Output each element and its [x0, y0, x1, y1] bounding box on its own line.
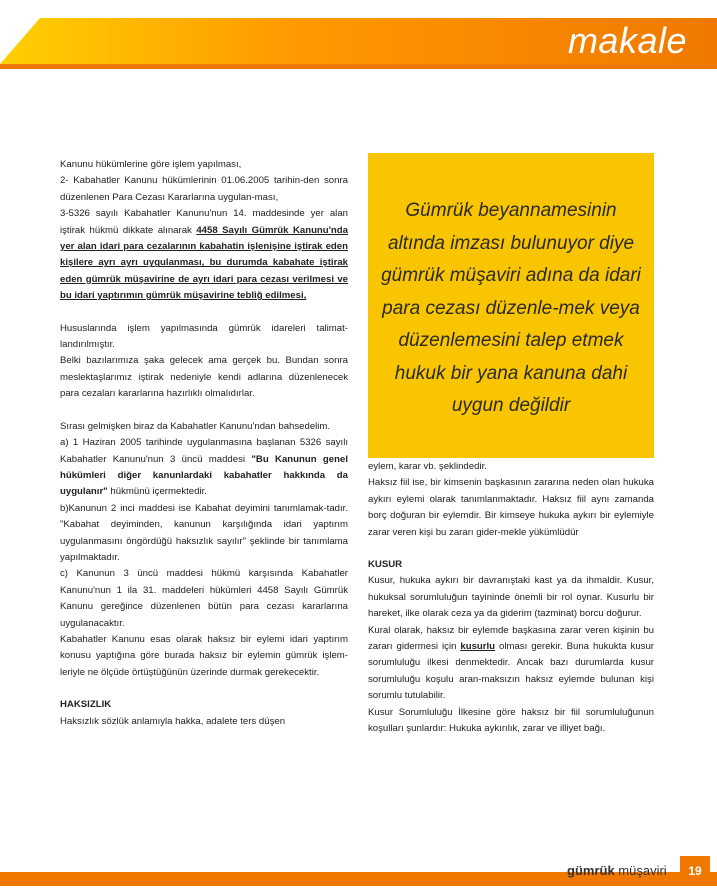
paragraph	[60, 435, 348, 501]
emphasis-text: 4458 Sayılı Gümrük Kanunu'nda yer alan idari para cezalarının kabahatin işlenişine iştirak eden kişilere ayrı ayrı uygulanması, bu durumda kabahate iştirak eden gümrük müşavirine de ayrı idari para cezası verilmesi ve bu idari yaptırımın gümrük müşavirine tebliğ edilmesi,	[60, 224, 348, 302]
emphasis-text: kusurlu	[460, 641, 496, 653]
header-rule	[0, 64, 717, 69]
paragraph: Kusur, hukuka aykırı bir davranıştaki kast ya da ihmaldir. Kusur, hukuksal sorumluluğun tayininde önemli bir rol oynar. Kusurlu bir hareket, ilke olarak ceza ya da giderim (tazminat) borcu doğurur.	[368, 575, 654, 620]
left-column	[60, 157, 348, 730]
section-heading: HAKSIZLIK	[60, 699, 112, 711]
section-heading: KUSUR	[368, 559, 403, 571]
paragraph-text: hükmünü içermektedir.	[107, 486, 207, 498]
paragraph: 2- Kabahatler Kanunu hükümlerinin 01.06.2005 tarihin-den sonra düzenlenen Para Cezası Kararlarına uygulan-ması,	[60, 175, 348, 203]
emphasis-text: "Bu Kanunun genel hükümleri diğer kanunlardaki kabahatler hakkında da uygulanır"	[60, 453, 348, 498]
right-column	[368, 459, 654, 738]
paragraph: Haksızlık sözlük anlamıyla hakka, adalete ters düşen	[60, 715, 286, 727]
paragraph: Kabahatler Kanunu esas olarak haksız bir eylemi idari yaptırım konusu yaptığına göre burada haksız bir eylemin gümrük işlem-leriyle ne ölçüde örtüştüğünün üzerinde durmak gerekecektir.	[60, 633, 348, 678]
paragraph: Hususlarında işlem yapılmasında gümrük idareleri talimat-landırılmıştır.	[60, 322, 348, 351]
footer-brand	[567, 863, 667, 878]
paragraph-text: a) 1 Haziran 2005 tarihinde uygulanmasına başlanan 5326 sayılı Kabahatler Kanunu'nun 3 üncü maddesi	[60, 437, 348, 465]
page-number: 19	[680, 856, 710, 886]
section-title: makale	[567, 20, 687, 61]
paragraph-text: 3-5326 sayılı Kabahatler Kanunu'nun 14. maddesinde yer alan iştirak hükmü dikkate alınarak	[60, 208, 348, 236]
paragraph: Sırası gelmişken biraz da Kabahatler Kanunu'ndan bahsedelim.	[60, 420, 331, 432]
pull-quote: Gümrük beyannamesinin altında imzası bulunuyor diye gümrük müşaviri adına da idari para cezası düzenle-mek veya düzenlemesini talep etmek hukuk bir yana kanuna dahi uygun değildir	[381, 200, 641, 416]
paragraph-text: olması gerekir. Buna hukukta kusur sorumluluğu ilkesi denmektedir. Ancak bazı durumlarda kusur sorumluluğu koşulu aran-maksızın haksız eylemde bulunan kişi sorumlu tutulabilir.	[368, 641, 654, 702]
paragraph-text: Kural olarak, haksız bir eylemde başkasına zarar veren kişinin bu zararı gidermesi için	[368, 624, 654, 653]
paragraph: eylem, karar vb. şeklindedir.	[368, 461, 487, 472]
paragraph: Kusur Sorumluluğu İlkesine göre haksız bir fiil sorumluluğunun koşulları şunlardır: Hukuka aykırılık, zarar ve illiyet bağı.	[368, 706, 654, 735]
paragraph: Haksız fiil ise, bir kimsenin başkasının zararına neden olan hukuka aykırı eylemi olarak tanımlanmaktadır. Haksız fiil aynı zamanda borç doğuran bir eylemdir. Bir kimseye hukuka aykırı bir eylemiyle zarar veren kişi bu zararı gider-mekle yükümlüdür	[368, 477, 654, 538]
brand-light: müşaviri	[614, 863, 667, 878]
brand-bold: gümrük	[567, 863, 615, 878]
header-wedge	[0, 18, 40, 64]
paragraph: Kanunu hükümlerine göre işlem yapılması,	[60, 159, 242, 170]
paragraph	[368, 623, 654, 705]
paragraph: b)Kanunun 2 inci maddesi ise Kabahat deyimini tanımlamak-tadır. "Kabahat deyiminden, kanunun karşılığında idari yaptırım uygulanmasını öngördüğü haksızlık sayılır" şeklinde bir tanımlama yapılmaktadır.	[60, 502, 348, 563]
paragraph	[60, 206, 348, 304]
paragraph: c) Kanunun 3 üncü maddesi hükmü karşısında Kabahatler Kanunu'nun 1 ila 31. maddeleri hükümleri 4458 Sayılı Gümrük Kanunu gereğince düzenlenen bütün para cezası kararlarına uygulanacaktır.	[60, 568, 348, 629]
paragraph: Belki bazılarımıza şaka gelecek ama gerçek bu. Bundan sonra meslektaşlarımız iştirak nedeniyle kendi adlarına düzenlenecek para cezaları kararlarına hazırlıklı olmalıdırlar.	[60, 355, 348, 400]
